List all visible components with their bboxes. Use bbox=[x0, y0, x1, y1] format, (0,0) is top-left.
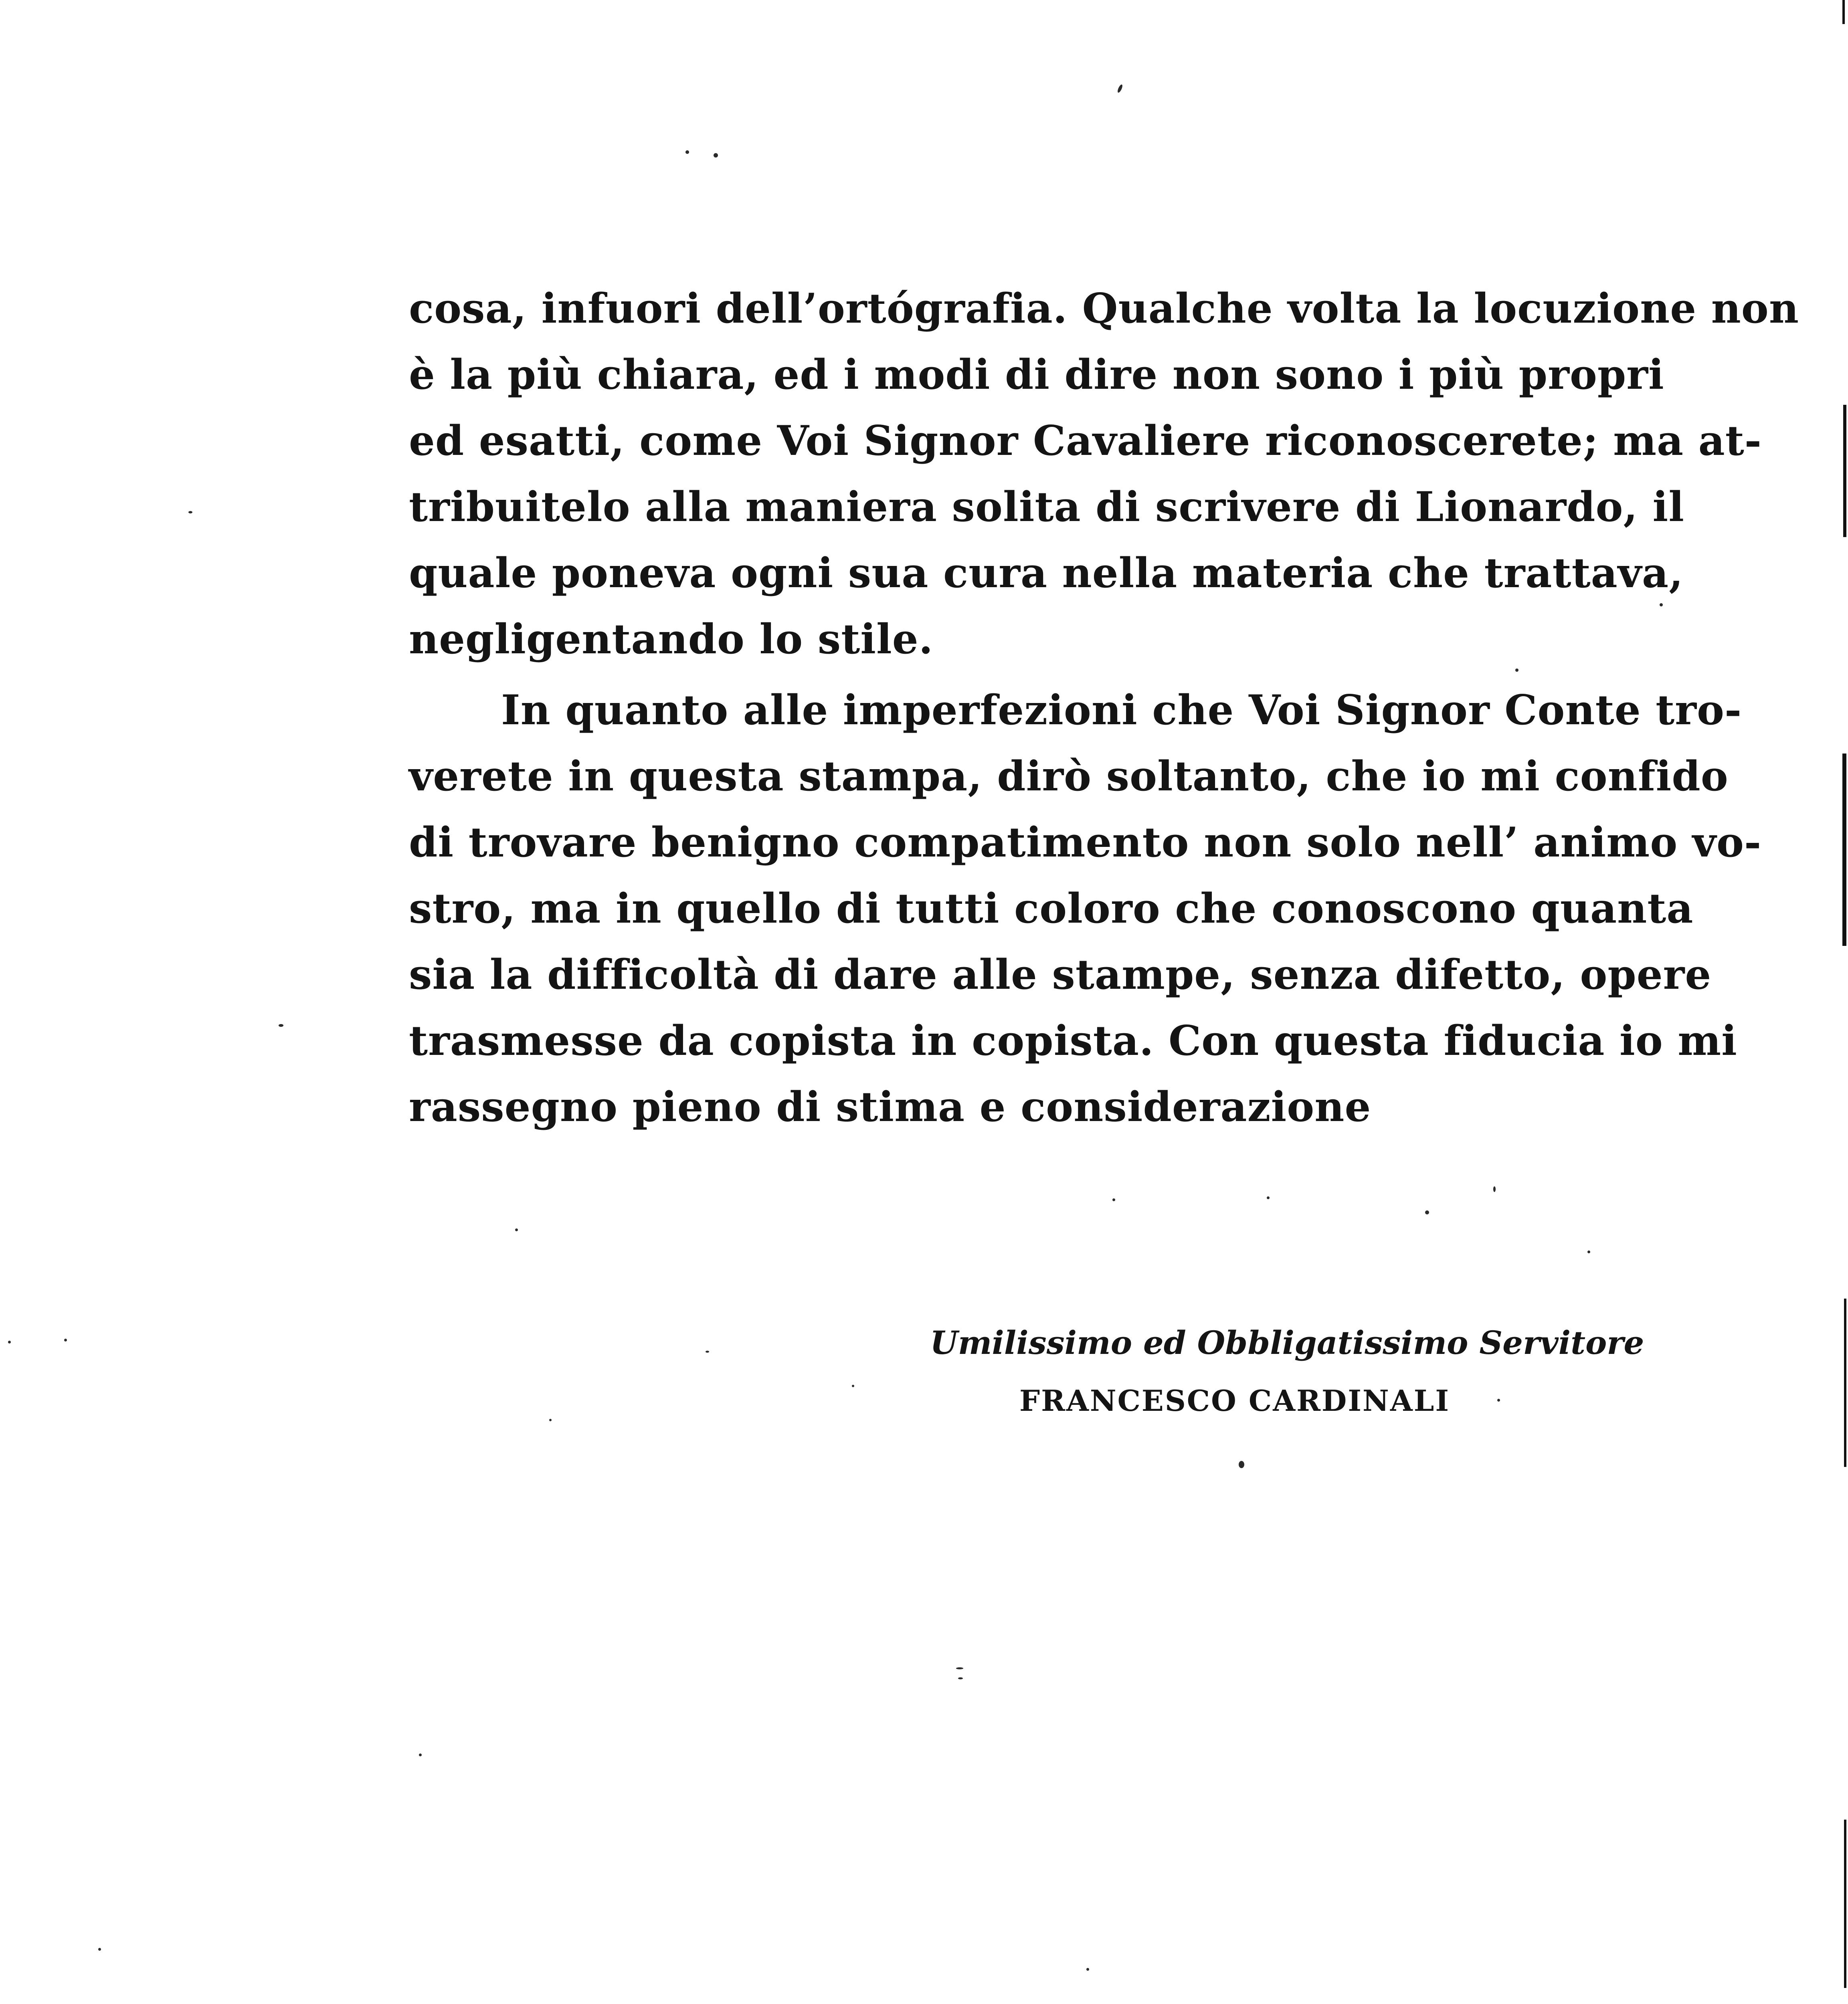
edge-mark bbox=[1844, 1820, 1846, 1988]
text-line: sia la difficoltà di dare alle stampe, senza difetto, opere bbox=[409, 951, 1712, 999]
signature-block bbox=[930, 1319, 1644, 1427]
scan-speck bbox=[1267, 1196, 1270, 1199]
scan-speck bbox=[549, 1419, 552, 1421]
text-line: verete in questa stampa, dirò soltanto, che io mi confido bbox=[409, 752, 1729, 800]
paragraph-2 bbox=[409, 677, 1762, 1140]
text-line: In quanto alle imperfezioni che Voi Signor Conte tro- bbox=[501, 686, 1742, 734]
text-line: rassegno pieno di stima e considerazione bbox=[409, 1083, 1371, 1131]
scan-speck bbox=[1239, 1461, 1244, 1468]
scan-speck bbox=[852, 1385, 854, 1387]
scan-speck bbox=[1112, 1198, 1115, 1201]
text-line: quale poneva ogni sua cura nella materia che trattava, bbox=[409, 549, 1684, 597]
text-line: negligentando lo stile. bbox=[409, 615, 934, 663]
edge-mark bbox=[1842, 0, 1845, 24]
scan-speck bbox=[188, 511, 192, 513]
closing-formula: Umilissimo ed Obbligatissimo Servitore bbox=[930, 1324, 1644, 1362]
scan-speck bbox=[1587, 1250, 1590, 1253]
text-line: è la più chiara, ed i modi di dire non sono i più propri bbox=[409, 351, 1664, 399]
scan-speck bbox=[1493, 1186, 1496, 1192]
scan-speck bbox=[685, 150, 689, 154]
scan-speck bbox=[279, 1024, 283, 1027]
scan-speck bbox=[64, 1339, 67, 1341]
text-line: cosa, infuori dell’ortógrafia. Qualche volta la locuzione non bbox=[409, 285, 1799, 333]
author-name: FRANCESCO CARDINALI bbox=[1019, 1384, 1450, 1418]
paragraph-gap bbox=[409, 673, 1603, 677]
scan-speck bbox=[515, 1228, 518, 1231]
scan-speck bbox=[1515, 669, 1518, 672]
scan-speck bbox=[419, 1754, 422, 1756]
scan-speck bbox=[1660, 603, 1663, 606]
scan-speck bbox=[714, 153, 718, 158]
scan-speck bbox=[8, 1341, 11, 1343]
scan-speck bbox=[1497, 1399, 1500, 1402]
text-line: ed esatti, come Voi Signor Cavaliere riconoscerete; ma at- bbox=[409, 417, 1762, 465]
scan-speck bbox=[958, 1677, 963, 1679]
scan-speck bbox=[98, 1948, 101, 1951]
scan-speck bbox=[1086, 1968, 1089, 1971]
edge-mark bbox=[1843, 405, 1846, 537]
text-line: di trovare benigno compatimento non solo nell’ animo vo- bbox=[409, 818, 1762, 867]
scan-speck bbox=[706, 1351, 709, 1353]
text-line: trasmesse da copista in copista. Con questa fiducia io mi bbox=[409, 1017, 1737, 1065]
edge-mark bbox=[1842, 754, 1846, 946]
text-line: tribuitelo alla maniera solita di scrivere di Lionardo, il bbox=[409, 483, 1684, 531]
scan-speck bbox=[1425, 1210, 1429, 1214]
text-line: stro, ma in quello di tutti coloro che conoscono quanta bbox=[409, 885, 1694, 933]
paragraph-1 bbox=[409, 276, 1799, 673]
letter-body bbox=[409, 276, 1799, 1140]
scan-speck bbox=[956, 1667, 963, 1669]
edge-mark bbox=[1844, 1299, 1846, 1467]
scan-speck bbox=[1117, 84, 1124, 93]
